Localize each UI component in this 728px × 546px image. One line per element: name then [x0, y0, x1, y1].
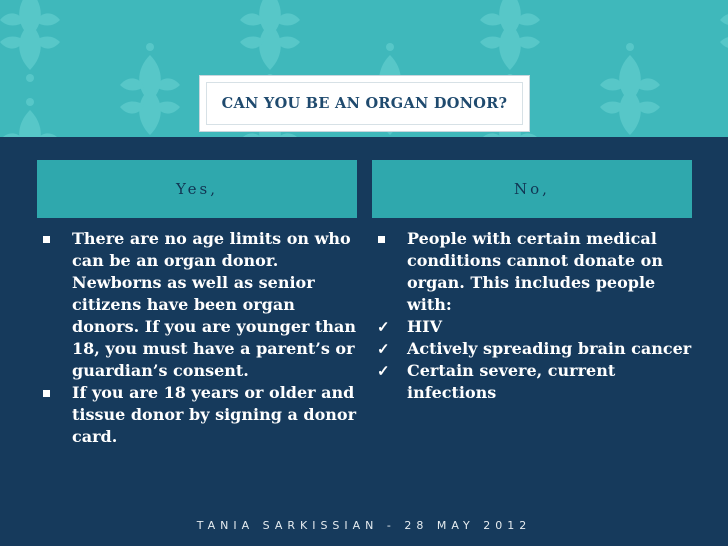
column-header-no-label: No, [514, 180, 550, 198]
footer-text: TANIA SARKISSIAN - 28 MAY 2012 [196, 519, 532, 532]
title-box-inner [206, 82, 523, 125]
list-item [42, 382, 360, 448]
square-bullet-icon [43, 236, 50, 243]
list-item [377, 228, 697, 316]
list-item [377, 316, 697, 338]
column-header-yes-label: Yes, [176, 180, 218, 198]
list-item [42, 228, 360, 382]
no-list [377, 228, 697, 404]
list-item [377, 360, 697, 404]
list-item-text: Certain severe, current infections [407, 361, 616, 402]
checkmark-icon: ✓ [377, 340, 390, 358]
page-title: CAN YOU BE AN ORGAN DONOR? [221, 95, 508, 112]
square-bullet-icon [378, 236, 385, 243]
title-box [199, 75, 530, 132]
checkmark-icon: ✓ [377, 318, 390, 336]
checkmark-icon: ✓ [377, 362, 390, 380]
list-item-text: If you are 18 years or older and tissue donor by signing a donor card. [72, 383, 356, 446]
yes-list [42, 228, 360, 448]
list-item-text: Actively spreading brain cancer [407, 339, 692, 358]
list-item-text: People with certain medical conditions cannot donate on organ. This includes people with: [407, 229, 663, 314]
column-header-yes [37, 160, 357, 218]
square-bullet-icon [43, 390, 50, 397]
list-item [377, 338, 697, 360]
list-item-text: There are no age limits on who can be an organ donor. Newborns as well as senior citizens have been organ donors. If you are younger than 18, you must have a parent’s or guardian’s consent. [72, 229, 357, 380]
column-header-no [372, 160, 692, 218]
list-item-text: HIV [407, 317, 443, 336]
